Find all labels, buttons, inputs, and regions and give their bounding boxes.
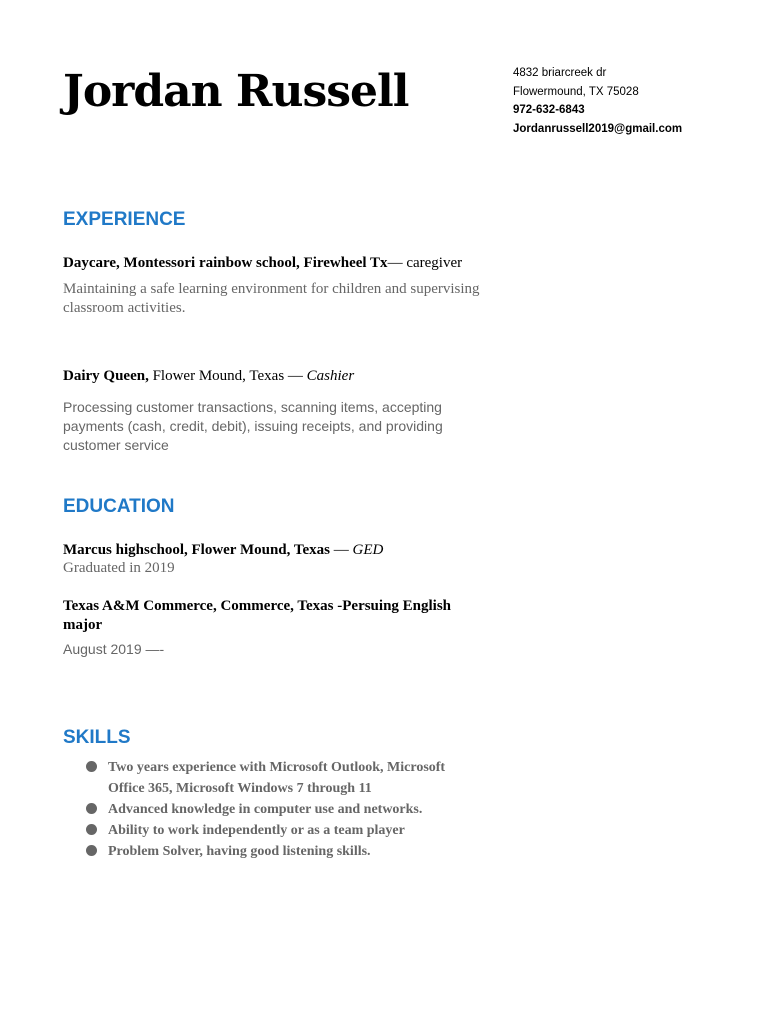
job-location: Flower Mound, Texas —	[148, 368, 307, 384]
contact-email: Jordanrussell2019@gmail.com	[513, 123, 683, 136]
school-detail-tamuc: August 2019 —-	[63, 641, 165, 657]
bullet-icon	[86, 761, 97, 772]
skill-text: Problem Solver, having good listening skills.	[108, 844, 371, 859]
school-degree: GED	[352, 542, 384, 558]
education-heading: EDUCATION	[63, 496, 175, 517]
job-description-dairy-queen: Processing customer transactions, scanning items, accepting payments (cash, credit, debit), issuing receipts, and providing customer service	[63, 399, 443, 453]
school-name: Texas A&M Commerce, Commerce, Texas -Persuing English major	[63, 598, 452, 633]
skill-item	[63, 820, 483, 841]
candidate-name: Jordan Russell	[63, 66, 409, 117]
job-title-dairy-queen	[63, 367, 493, 386]
skill-text: Two years experience with Microsoft Outlook, Microsoft Office 365, Microsoft Windows 7 through 11	[108, 760, 446, 796]
job-role: Cashier	[306, 368, 355, 384]
contact-city: Flowermound, TX 75028	[513, 85, 639, 98]
school-title-marcus	[63, 541, 493, 560]
job-org: Daycare, Montessori rainbow school, Firewheel Tx	[63, 255, 388, 271]
bullet-icon	[86, 845, 97, 856]
experience-heading: EXPERIENCE	[63, 209, 186, 230]
job-role: caregiver	[406, 255, 463, 271]
skill-item	[63, 799, 483, 820]
school-detail-marcus: Graduated in 2019	[63, 560, 175, 576]
school-separator: —	[329, 542, 353, 558]
skills-heading: SKILLS	[63, 727, 131, 748]
bullet-icon	[86, 803, 97, 814]
contact-block	[513, 64, 682, 139]
job-org: Dairy Queen,	[63, 368, 149, 384]
job-separator: —	[387, 255, 407, 271]
skills-list	[63, 757, 483, 862]
skill-text: Advanced knowledge in computer use and networks.	[108, 802, 423, 817]
skill-item	[63, 757, 483, 799]
bullet-icon	[86, 824, 97, 835]
skill-item	[63, 841, 483, 862]
school-name: Marcus highschool, Flower Mound, Texas	[63, 542, 330, 558]
school-title-tamuc	[63, 597, 483, 635]
contact-street: 4832 briarcreek dr	[513, 67, 607, 79]
job-title-daycare	[63, 254, 493, 273]
skill-text: Ability to work independently or as a team player	[108, 823, 405, 838]
job-description-daycare: Maintaining a safe learning environment for children and supervising classroom activities.	[63, 281, 480, 316]
contact-phone: 972-632-6843	[513, 104, 585, 117]
